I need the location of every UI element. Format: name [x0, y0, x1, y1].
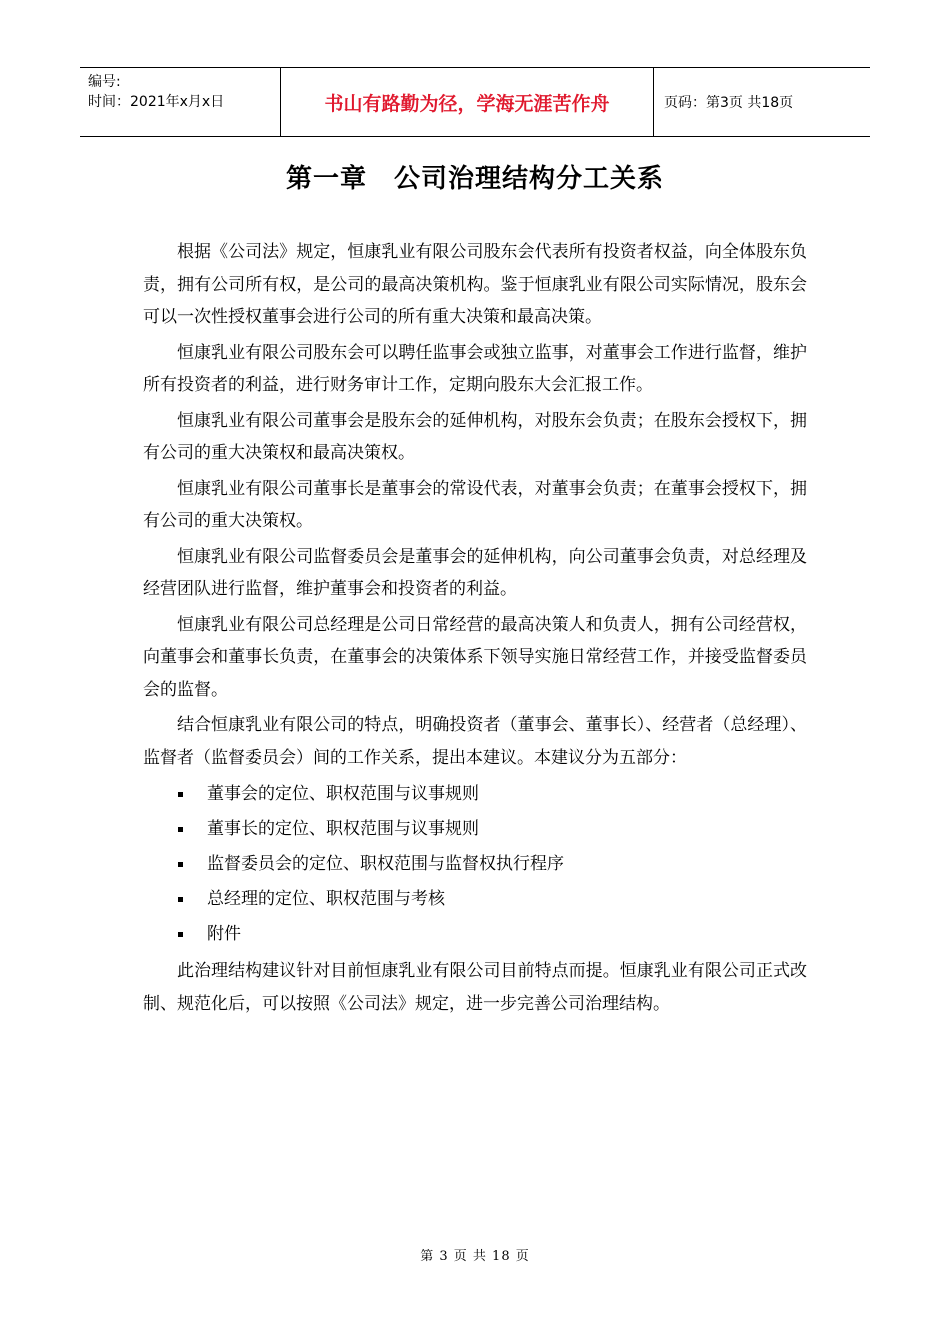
list-item — [143, 917, 807, 952]
list-item-label: 附件 — [207, 924, 241, 944]
list-item — [143, 882, 807, 917]
list-item-label: 总经理的定位、职权范围与考核 — [207, 889, 445, 909]
list-item — [143, 812, 807, 847]
list-item-label: 监督委员会的定位、职权范围与监督权执行程序 — [207, 854, 564, 874]
document-body — [143, 236, 807, 1023]
bullet-icon — [178, 897, 183, 902]
page-header — [80, 67, 870, 137]
paragraph: 恒康乳业有限公司股东会可以聘任监事会或独立监事，对董事会工作进行监督，维护所有投资者的利益，进行财务审计工作，定期向股东大会汇报工作。 — [143, 342, 807, 395]
list-item-label: 董事长的定位、职权范围与议事规则 — [207, 819, 479, 839]
closing-paragraph: 此治理结构建议针对目前恒康乳业有限公司目前特点而提。恒康乳业有限公司正式改制、规范化后，可以按照《公司法》规定，进一步完善公司治理结构。 — [143, 961, 807, 1014]
bullet-icon — [178, 932, 183, 937]
section-list — [143, 777, 807, 952]
paragraph: 根据《公司法》规定，恒康乳业有限公司股东会代表所有投资者权益，向全体股东负责，拥有公司所有权，是公司的最高决策机构。鉴于恒康乳业有限公司实际情况，股东会可以一次性授权董事会进行公司的所有重大决策和最高决策。 — [143, 242, 807, 327]
document-number-label: 编号: — [88, 74, 121, 90]
chapter-title: 第一章 公司治理结构分工关系 — [285, 164, 664, 194]
list-item-label: 董事会的定位、职权范围与议事规则 — [207, 784, 479, 804]
document-time: 时间：2021年x月x日 — [88, 94, 225, 110]
header-motto: 书山有路勤为径，学海无涯苦作舟 — [281, 68, 654, 136]
paragraph: 恒康乳业有限公司总经理是公司日常经营的最高决策人和负责人，拥有公司经营权，向董事会和董事长负责，在董事会的决策体系下领导实施日常经营工作，并接受监督委员会的监督。 — [143, 614, 807, 700]
paragraph: 恒康乳业有限公司董事长是董事会的常设代表，对董事会负责；在董事会授权下，拥有公司的重大决策权。 — [143, 478, 807, 531]
header-page-info: 页码：第3页 共18页 — [664, 95, 794, 111]
paragraph: 结合恒康乳业有限公司的特点，明确投资者（董事会、董事长）、经营者（总经理）、监督者（监督委员会）间的工作关系，提出本建议。本建议分为五部分： — [143, 715, 807, 768]
list-item — [143, 847, 807, 882]
paragraph: 恒康乳业有限公司监督委员会是董事会的延伸机构，向公司董事会负责，对总经理及经营团队进行监督，维护董事会和投资者的利益。 — [143, 546, 807, 599]
bullet-icon — [178, 792, 183, 797]
page-footer: 第 3 页 共 18 页 — [420, 1249, 530, 1264]
bullet-icon — [178, 862, 183, 867]
header-meta — [80, 68, 281, 136]
list-item — [143, 777, 807, 812]
paragraph: 恒康乳业有限公司董事会是股东会的延伸机构，对股东会负责；在股东会授权下，拥有公司的重大决策权和最高决策权。 — [143, 410, 807, 463]
bullet-icon — [178, 827, 183, 832]
